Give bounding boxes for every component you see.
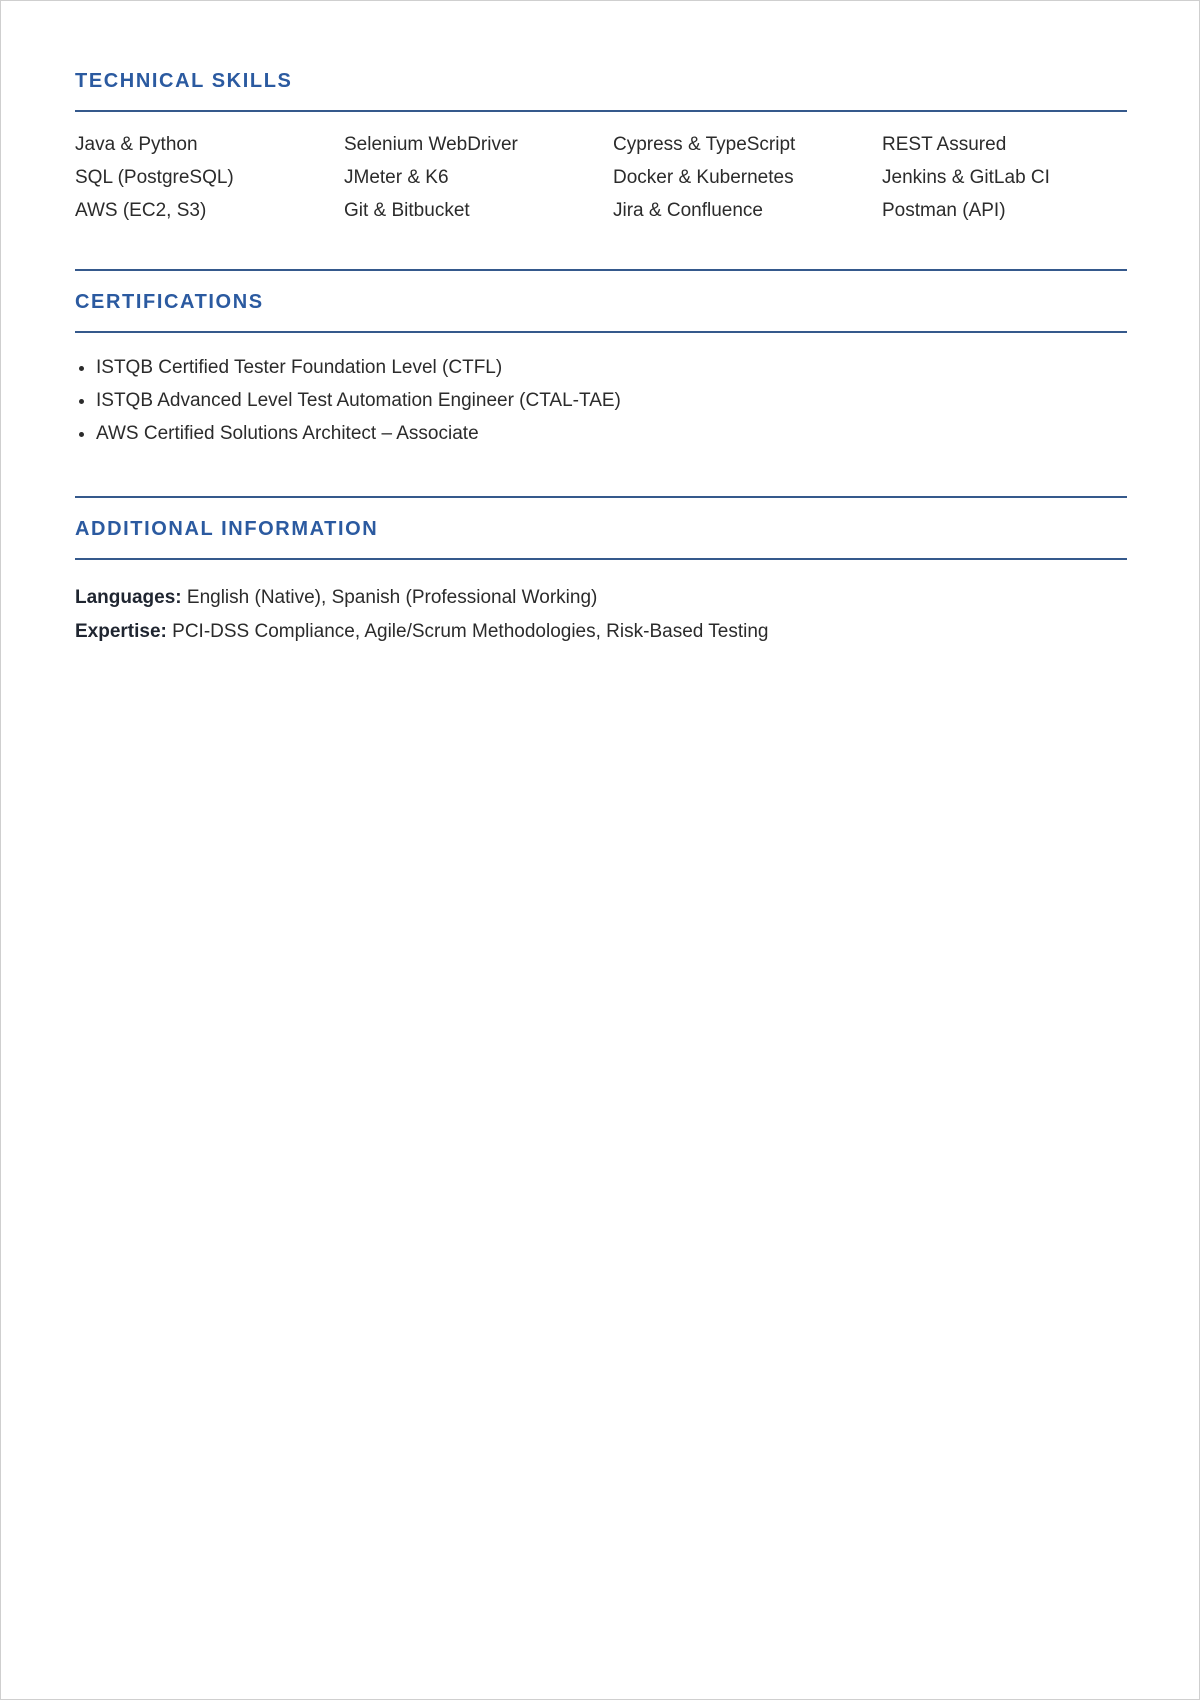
- expertise-value: PCI-DSS Compliance, Agile/Scrum Methodologies, Risk-Based Testing: [172, 621, 769, 642]
- additional-info-heading: ADDITIONAL INFORMATION: [75, 518, 379, 540]
- certification-item: • ISTQB Advanced Level Test Automation Engineer (CTAL-TAE): [96, 390, 621, 412]
- additional-info-top-rule: [75, 496, 1127, 498]
- languages-line: [75, 587, 597, 609]
- skill-item: Docker & Kubernetes: [613, 167, 794, 188]
- skill-item: Postman (API): [882, 200, 1006, 221]
- skill-item: JMeter & K6: [344, 167, 449, 188]
- skill-item: Java & Python: [75, 134, 198, 155]
- skill-item: Jira & Confluence: [613, 200, 763, 221]
- certifications-heading: CERTIFICATIONS: [75, 291, 264, 313]
- skill-item: Jenkins & GitLab CI: [882, 167, 1050, 188]
- certifications-top-rule: [75, 269, 1127, 271]
- skill-item: SQL (PostgreSQL): [75, 167, 234, 188]
- technical-skills-rule: [75, 110, 1127, 112]
- skill-item: Git & Bitbucket: [344, 200, 470, 221]
- additional-info-rule: [75, 558, 1127, 560]
- expertise-label: Expertise:: [75, 621, 167, 642]
- languages-label: Languages:: [75, 587, 182, 608]
- skill-item: Selenium WebDriver: [344, 134, 518, 155]
- languages-value: English (Native), Spanish (Professional Working): [186, 587, 598, 608]
- skill-item: AWS (EC2, S3): [75, 200, 207, 221]
- certifications-rule: [75, 331, 1127, 333]
- technical-skills-heading: TECHNICAL SKILLS: [75, 70, 293, 92]
- skill-item: Cypress & TypeScript: [613, 134, 796, 155]
- expertise-line: [75, 621, 768, 643]
- certifications-list: [75, 357, 621, 456]
- skills-grid: [75, 134, 1127, 222]
- resume-content: [75, 1, 1127, 1699]
- certification-item: • ISTQB Certified Tester Foundation Level (CTFL): [96, 357, 621, 379]
- certification-item: • AWS Certified Solutions Architect – Associate: [96, 423, 621, 445]
- skill-item: REST Assured: [882, 134, 1007, 155]
